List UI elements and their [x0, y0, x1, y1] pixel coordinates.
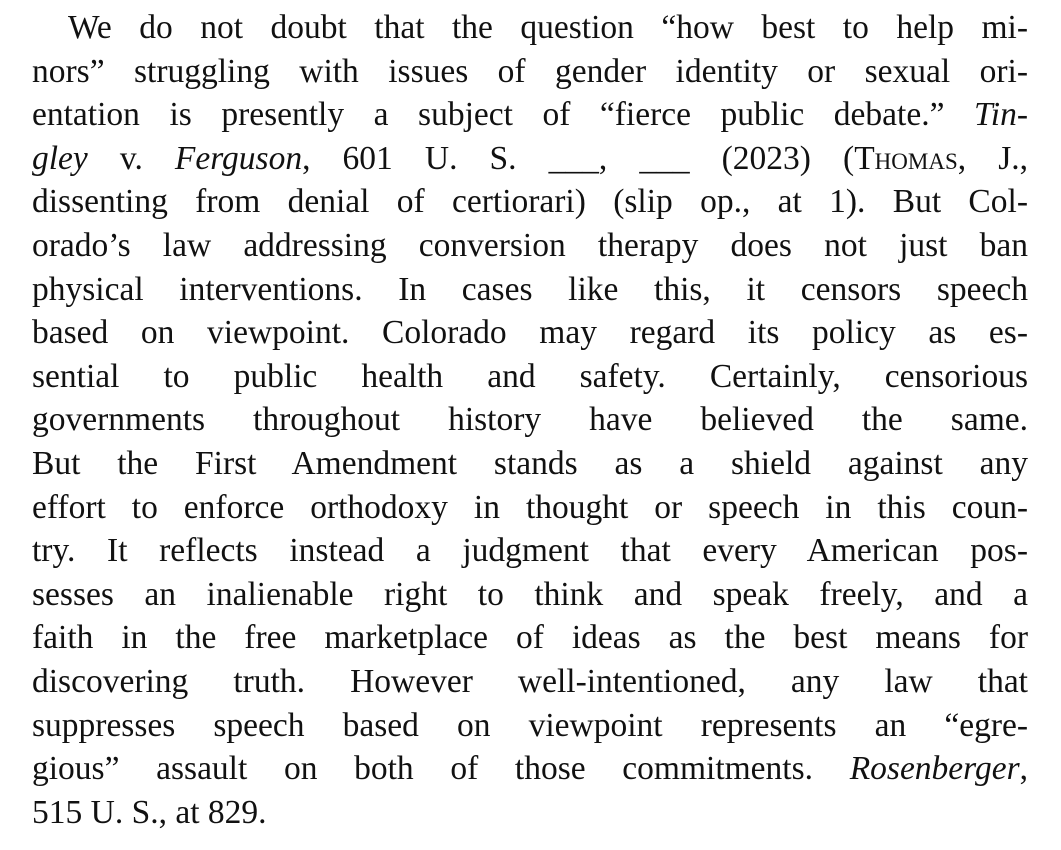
paragraph-line: [68, 6, 1028, 50]
paragraph-line: [32, 398, 1028, 442]
paragraph-line: [32, 442, 1028, 486]
paragraph-line: [32, 616, 1028, 660]
text-run: discovering truth. However well-intentioned, any law that: [32, 663, 1028, 700]
text-run: governments throughout history have believed the same.: [32, 401, 1028, 439]
text-run: sential to public health and safety. Certainly, censorious: [32, 357, 1028, 395]
paragraph-line: [32, 791, 1028, 835]
paragraph-line: [32, 486, 1028, 530]
text-run: try. It reflects instead a judgment that every American pos-: [32, 532, 1028, 570]
text-run: dissenting from denial of certiorari) (slip op., at 1). But Col-: [32, 183, 1028, 221]
case-name-italic: Rosenberger: [849, 750, 1020, 788]
paragraph-line: [32, 573, 1028, 617]
text-run: physical interventions. In cases like this, it censors speech: [32, 270, 1028, 308]
paragraph-line: [32, 224, 1028, 268]
text-run: sesses an inalienable right to think and speak freely, and a: [32, 575, 1028, 613]
paragraph-line: [32, 268, 1028, 312]
text-run: suppresses speech based on viewpoint represents an “egre-: [32, 706, 1028, 744]
paragraph-line: [32, 311, 1028, 355]
text-run: 515 U. S., at 829.: [32, 793, 267, 831]
text-run: effort to enforce orthodoxy in thought or speech in this coun-: [32, 488, 1028, 526]
justice-name-smallcaps: Thomas: [854, 139, 958, 177]
case-name-italic: Ferguson: [174, 139, 303, 177]
text-run: nors” struggling with issues of gender identity or sexual ori-: [32, 52, 1028, 90]
case-name-italic: Tin-: [974, 96, 1028, 134]
paragraph-line: [32, 747, 1028, 791]
paragraph-line: [32, 355, 1028, 399]
text-run: We do not doubt that the question “how best to help mi-: [68, 9, 1028, 46]
paragraph-line: [32, 704, 1028, 748]
text-run: orado’s law addressing conversion therapy does not just ban: [32, 227, 1028, 264]
text-run: faith in the free marketplace of ideas as the best means for: [32, 619, 1028, 657]
text-run: But the First Amendment stands as a shield against any: [32, 445, 1028, 482]
text-run: based on viewpoint. Colorado may regard its policy as es-: [32, 314, 1028, 352]
case-name-italic: gley: [32, 139, 88, 177]
text-run: ,: [1019, 750, 1028, 788]
paragraph-line: [32, 93, 1028, 137]
paragraph-line: [32, 137, 1028, 181]
text-run: entation is presently a subject of “fierce public debate.”: [32, 96, 974, 134]
paragraph-line: [32, 660, 1028, 704]
paragraph-line: [32, 529, 1028, 573]
text-run: gious” assault on both of those commitments.: [32, 750, 850, 788]
paragraph-line: [32, 50, 1028, 94]
text-run: , 601 U. S. ___, ___ (2023) (: [302, 139, 855, 177]
paragraph-line: [32, 180, 1028, 224]
text-run: v.: [87, 139, 175, 177]
text-run: , J.,: [957, 139, 1029, 177]
